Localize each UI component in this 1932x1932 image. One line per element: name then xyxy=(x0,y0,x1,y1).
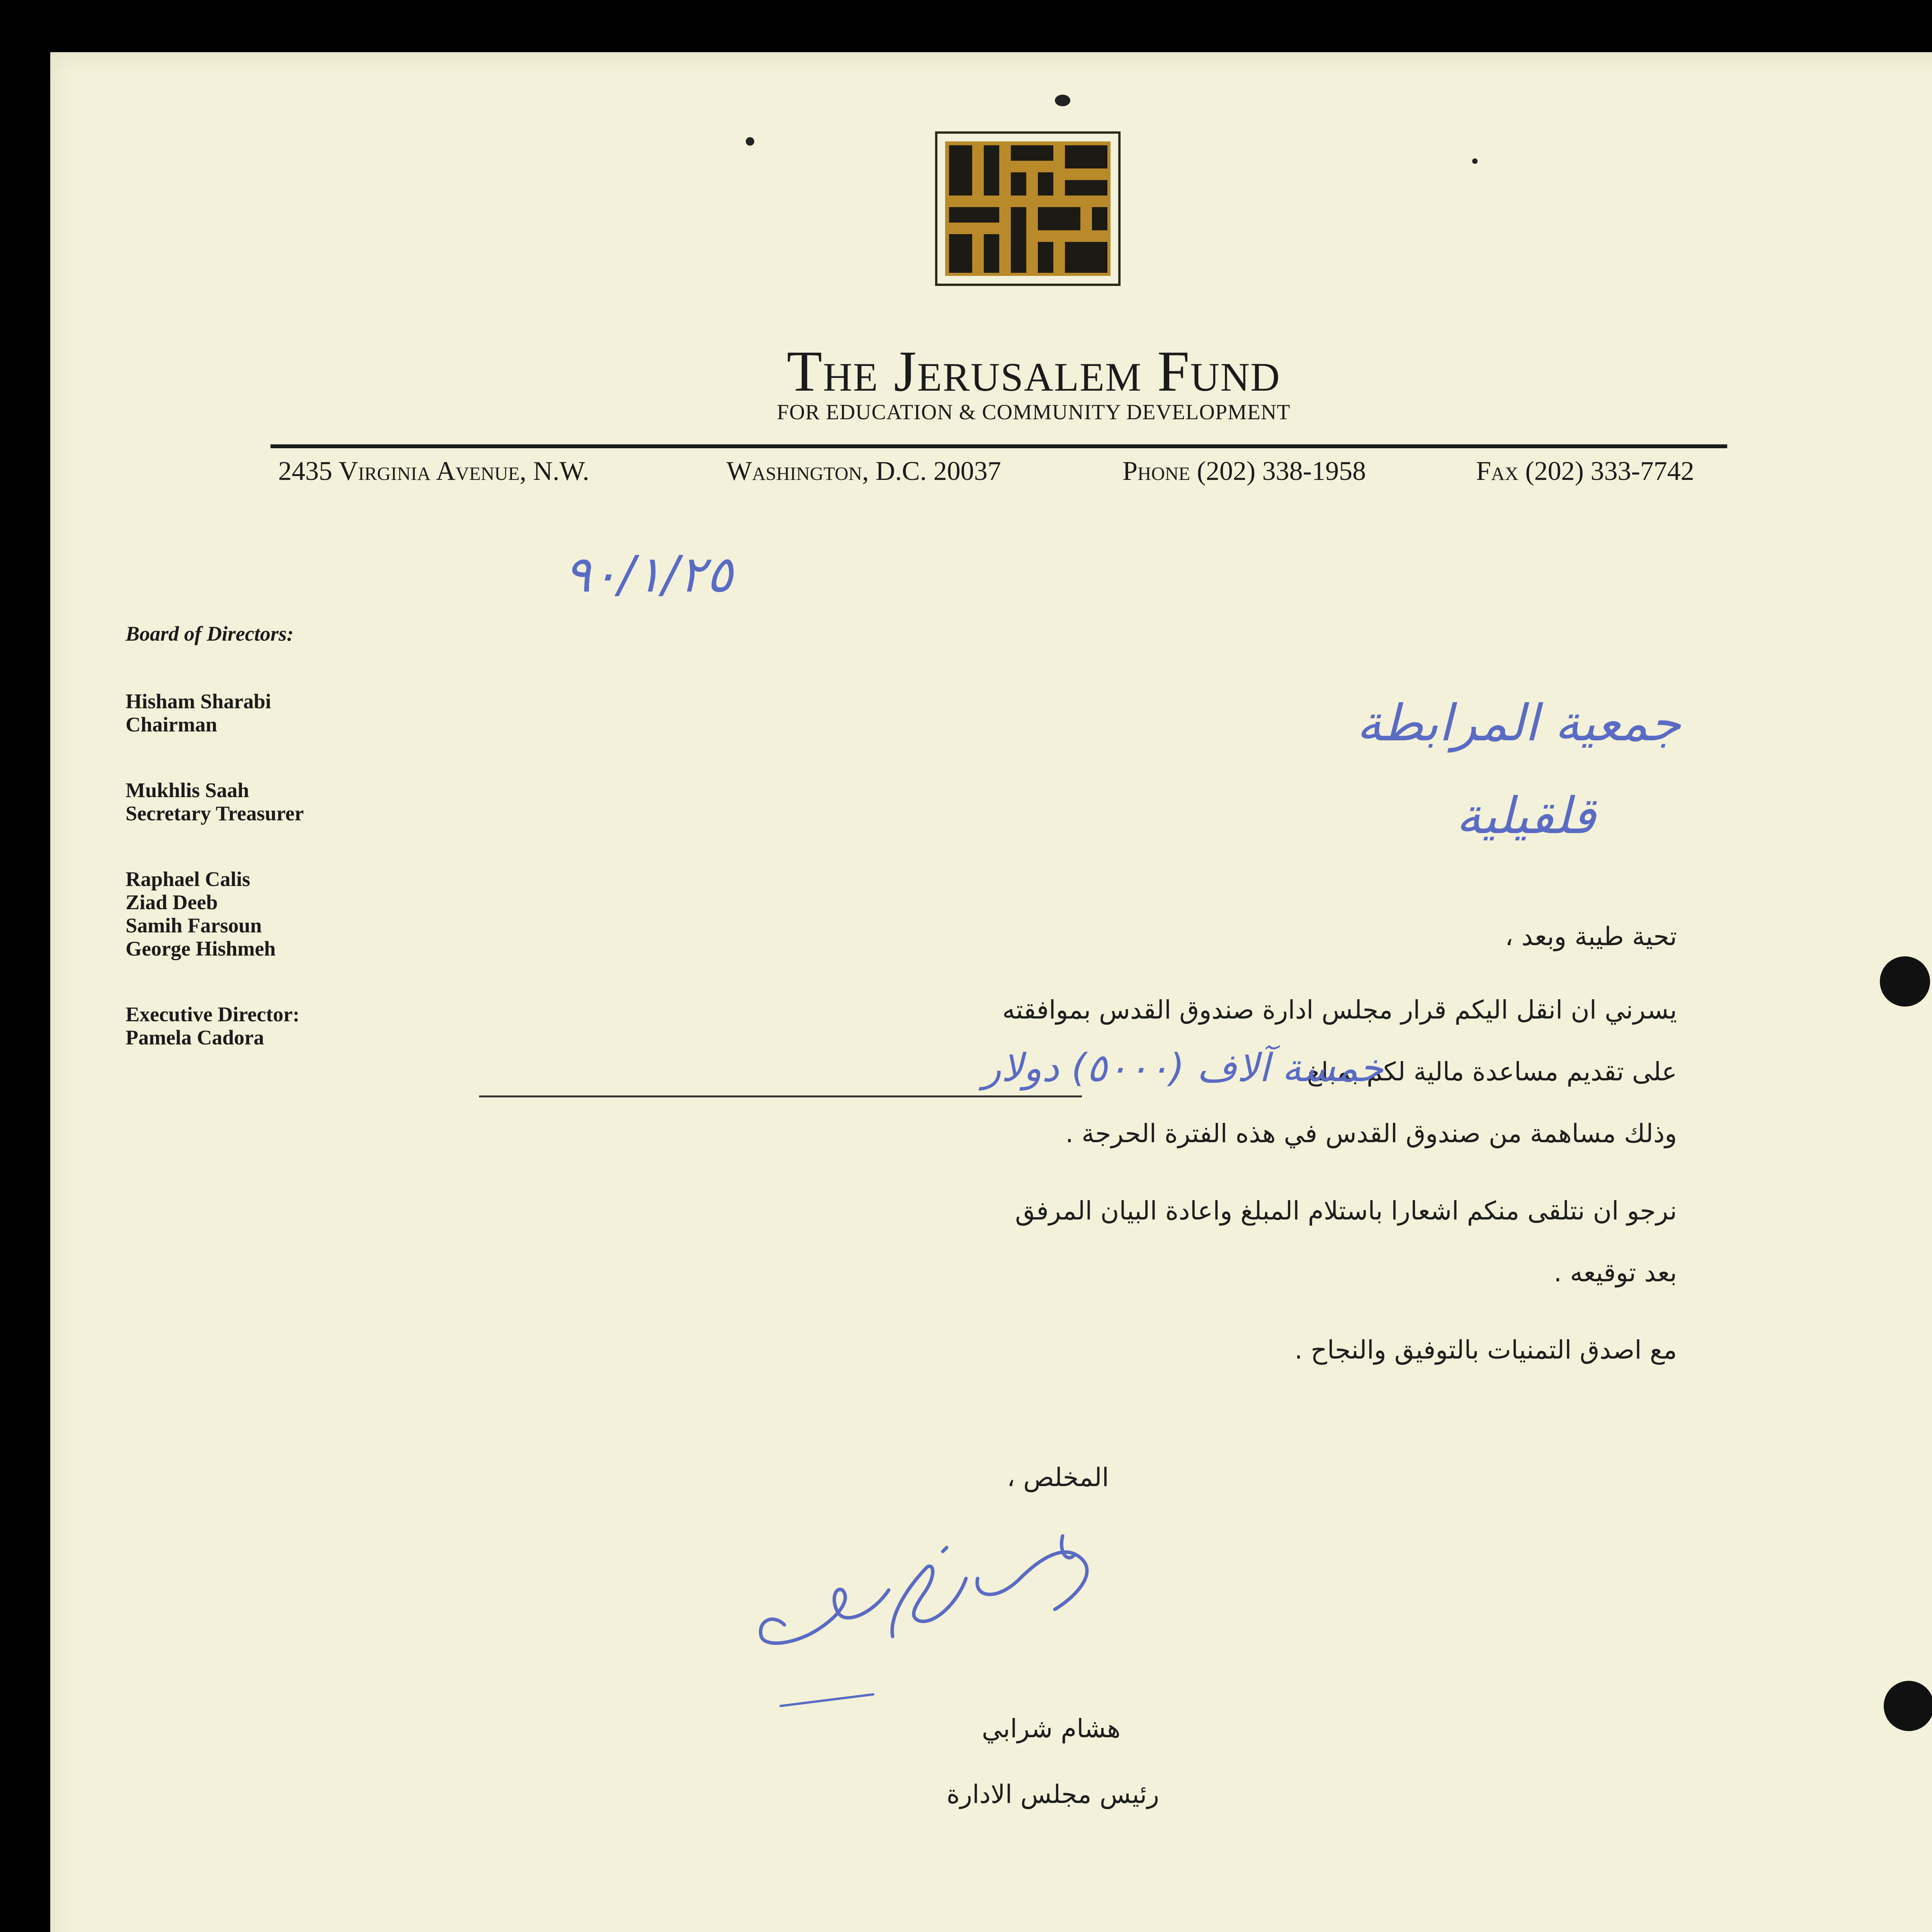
handwritten-amount: خمسة آلاف (٥٠٠٠) دولار xyxy=(982,1045,1383,1090)
fund-logo xyxy=(935,131,1121,286)
phone-number: Phone (202) 338-1958 xyxy=(1122,456,1366,486)
org-subtitle: FOR EDUCATION & COMMUNITY DEVELOPMENT xyxy=(777,400,1291,424)
letter-paragraph-line: بعد توقيعه . xyxy=(1554,1258,1677,1287)
signer-title: رئيس مجلس الادارة xyxy=(946,1779,1159,1809)
org-name: The Jerusalem Fund xyxy=(787,339,1281,403)
chair-name: Hisham Sharabi xyxy=(126,690,271,713)
ink-speck xyxy=(746,137,754,146)
punch-hole xyxy=(1884,1681,1932,1731)
city-address: Washington, D.C. 20037 xyxy=(726,456,1001,486)
letter-closing: مع اصدق التمنيات بالتوفيق والنجاح . xyxy=(1294,1335,1677,1365)
secretary-name: Mukhlis Saah xyxy=(126,779,249,802)
handwritten-signature xyxy=(726,1520,1132,1737)
street-address: 2435 Virginia Avenue, N.W. xyxy=(278,456,589,486)
fax-number: Fax (202) 333-7742 xyxy=(1476,456,1694,486)
amount-underline xyxy=(479,1095,1082,1097)
board-member: George Hishmeh xyxy=(126,937,276,960)
recipient-city: قلقيلية xyxy=(1456,786,1596,845)
board-member: Raphael Calis xyxy=(126,867,250,891)
board-member: Ziad Deeb xyxy=(126,891,218,914)
letter-sheet xyxy=(50,52,1932,1932)
header-divider xyxy=(270,444,1727,448)
exec-heading: Executive Director: xyxy=(126,1003,300,1026)
letter-paragraph-line: نرجو ان نتلقى منكم اشعارا باستلام المبلغ واعادة البيان المرفق xyxy=(1015,1196,1677,1226)
letter-paragraph-line: وذلك مساهمة من صندوق القدس في هذه الفترة الحرجة . xyxy=(1065,1119,1677,1148)
punch-hole xyxy=(1880,956,1930,1007)
board-heading: Board of Directors: xyxy=(126,622,294,645)
ink-speck xyxy=(1472,158,1478,164)
letter-paragraph-line: يسرني ان انقل اليكم قرار مجلس ادارة صندوق القدس بموافقته xyxy=(1002,995,1677,1025)
recipient-name: جمعية المرابطة xyxy=(1356,694,1681,752)
secretary-role: Secretary Treasurer xyxy=(126,802,304,825)
exec-name: Pamela Cadora xyxy=(126,1026,264,1049)
handwritten-date: ٩٠/١/٢٥ xyxy=(564,545,733,604)
letter-paragraph-line: على تقديم مساعدة مالية لكم بمبلغ xyxy=(1307,1057,1677,1087)
signer-name: هشام شرابي xyxy=(981,1714,1121,1743)
ink-speck xyxy=(1055,95,1070,106)
letter-signoff: المخلص ، xyxy=(1007,1463,1109,1492)
logo-calligraphy-icon xyxy=(945,141,1111,276)
letter-greeting: تحية طيبة وبعد ، xyxy=(1505,922,1677,951)
chair-role: Chairman xyxy=(126,713,218,736)
board-member: Samih Farsoun xyxy=(126,914,262,937)
